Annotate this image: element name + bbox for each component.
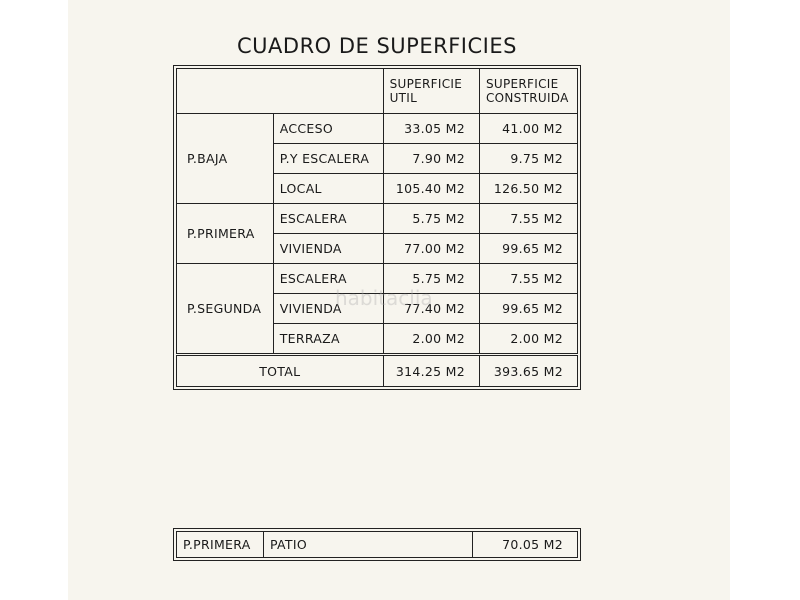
patio-value: 70.05 M2: [473, 532, 578, 558]
table-row: [177, 114, 578, 144]
total-util-value: 314.25 M2: [383, 355, 479, 387]
util-value: 2.00 M2: [383, 324, 479, 355]
table-row: [177, 532, 578, 558]
construida-value: 99.65 M2: [479, 294, 577, 324]
space-name: ESCALERA: [273, 264, 383, 294]
header-util-line-2: UTIL: [389, 91, 418, 105]
space-name: VIVIENDA: [273, 294, 383, 324]
construida-value: 126.50 M2: [479, 174, 577, 204]
space-name: ESCALERA: [273, 204, 383, 234]
construida-value: 41.00 M2: [479, 114, 577, 144]
page-title: CUADRO DE SUPERFICIES: [237, 34, 517, 58]
construida-value: 99.65 M2: [479, 234, 577, 264]
util-value: 77.00 M2: [383, 234, 479, 264]
header-util-line-1: SUPERFICIE: [389, 77, 463, 91]
space-name: ACCESO: [273, 114, 383, 144]
table-row: [177, 204, 578, 234]
patio-floor-label: P.PRIMERA: [177, 532, 264, 558]
floor-label: P.SEGUNDA: [177, 264, 274, 355]
watermark: habitaclia: [335, 286, 433, 310]
construida-value: 9.75 M2: [479, 144, 577, 174]
util-value: 5.75 M2: [383, 264, 479, 294]
util-value: 77.40 M2: [383, 294, 479, 324]
util-value: 33.05 M2: [383, 114, 479, 144]
patio-name: PATIO: [264, 532, 473, 558]
patio-table: [176, 531, 578, 558]
space-name: VIVIENDA: [273, 234, 383, 264]
space-name: LOCAL: [273, 174, 383, 204]
construida-value: 7.55 M2: [479, 204, 577, 234]
floor-label: P.PRIMERA: [177, 204, 274, 264]
floor-label: P.BAJA: [177, 114, 274, 204]
total-label: TOTAL: [177, 355, 384, 387]
header-construida: [479, 69, 577, 114]
space-name: P.Y ESCALERA: [273, 144, 383, 174]
construida-value: 7.55 M2: [479, 264, 577, 294]
total-construida-value: 393.65 M2: [479, 355, 577, 387]
surfaces-table: [176, 68, 578, 387]
header-construida-line-2: CONSTRUIDA: [485, 91, 569, 105]
space-name: TERRAZA: [273, 324, 383, 355]
header-construida-line-1: SUPERFICIE: [485, 77, 559, 91]
total-row: [177, 355, 578, 387]
header-blank-cell: [177, 69, 384, 114]
util-value: 105.40 M2: [383, 174, 479, 204]
construida-value: 2.00 M2: [479, 324, 577, 355]
table-header-row: [177, 69, 578, 114]
util-value: 5.75 M2: [383, 204, 479, 234]
util-value: 7.90 M2: [383, 144, 479, 174]
header-util: [383, 69, 479, 114]
